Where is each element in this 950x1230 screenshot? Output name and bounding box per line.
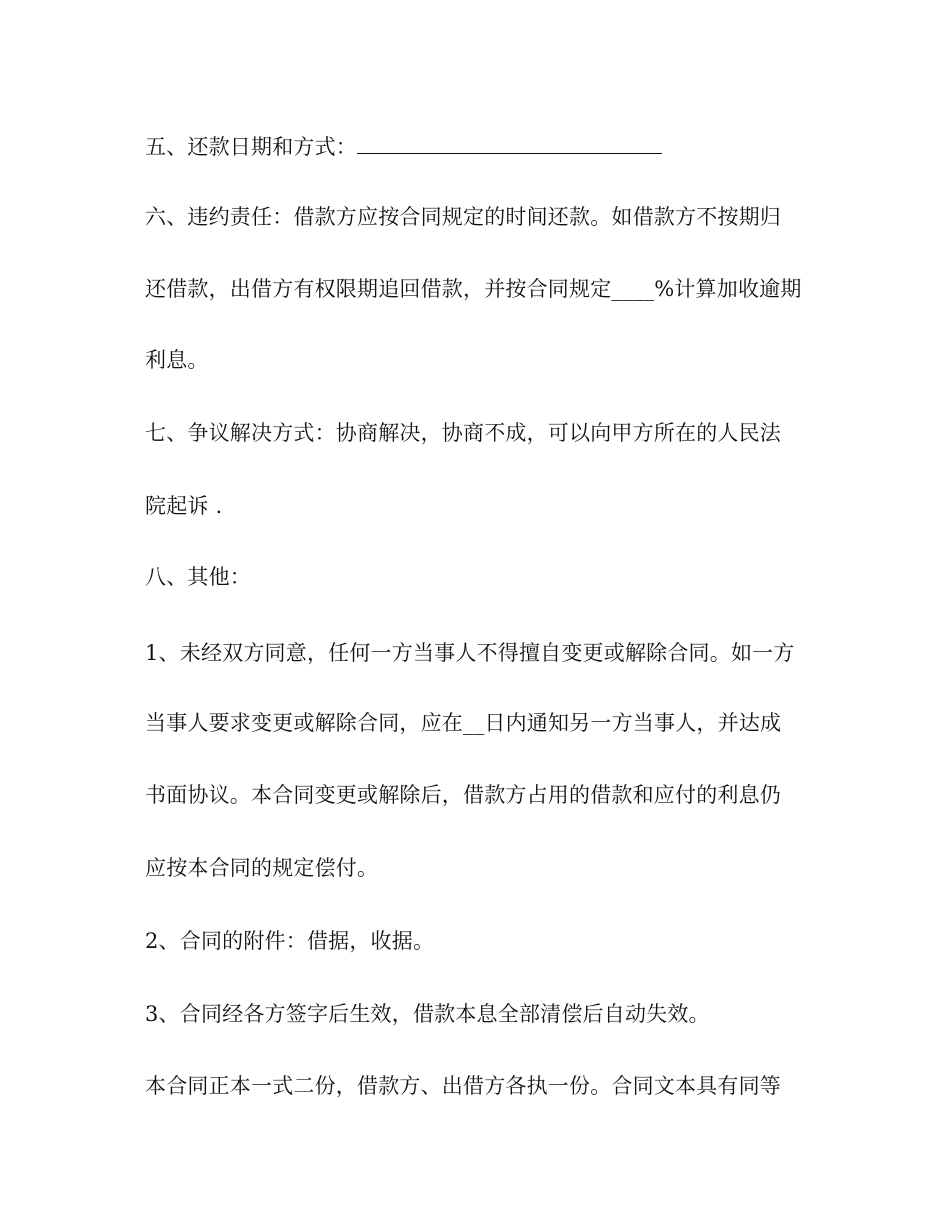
clause-1-line-1: 1、未经双方同意，任何一方当事人不得擅自变更或解除合同。如一方: [145, 641, 795, 665]
clause-3: 3、合同经各方签字后生效，借款本息全部清偿后自动失效。: [145, 1002, 710, 1026]
section-6-line-2: 还借款，出借方有权限期追回借款，并按合同规定____%计算加收逾期: [145, 277, 802, 301]
section-5-text: 五、还款日期和方式：: [145, 135, 357, 159]
section-7-line-2: 院起诉 .: [145, 494, 223, 518]
clause-1-line-2: 当事人要求变更或解除合同，应在__日内通知另一方当事人，并达成: [145, 711, 782, 735]
section-7-line-1: 七、争议解决方式：协商解决，协商不成，可以向甲方所在的人民法: [145, 421, 781, 445]
section-5-repayment: [145, 134, 825, 160]
repayment-blank-field: [357, 135, 662, 154]
section-8-heading: 八、其他：: [145, 565, 251, 589]
section-6-line-1: 六、违约责任：借款方应按合同规定的时间还款。如借款方不按期归: [145, 205, 781, 229]
clause-2: 2、合同的附件：借据，收据。: [145, 929, 435, 953]
clause-1-line-4: 应按本合同的规定偿付。: [145, 856, 379, 880]
final-paragraph-line-1: 本合同正本一式二份，借款方、出借方各执一份。合同文本具有同等: [145, 1074, 781, 1098]
section-6-line-3: 利息。: [145, 348, 209, 372]
clause-1-line-3: 书面协议。本合同变更或解除后，借款方占用的借款和应付的利息仍: [145, 783, 781, 807]
